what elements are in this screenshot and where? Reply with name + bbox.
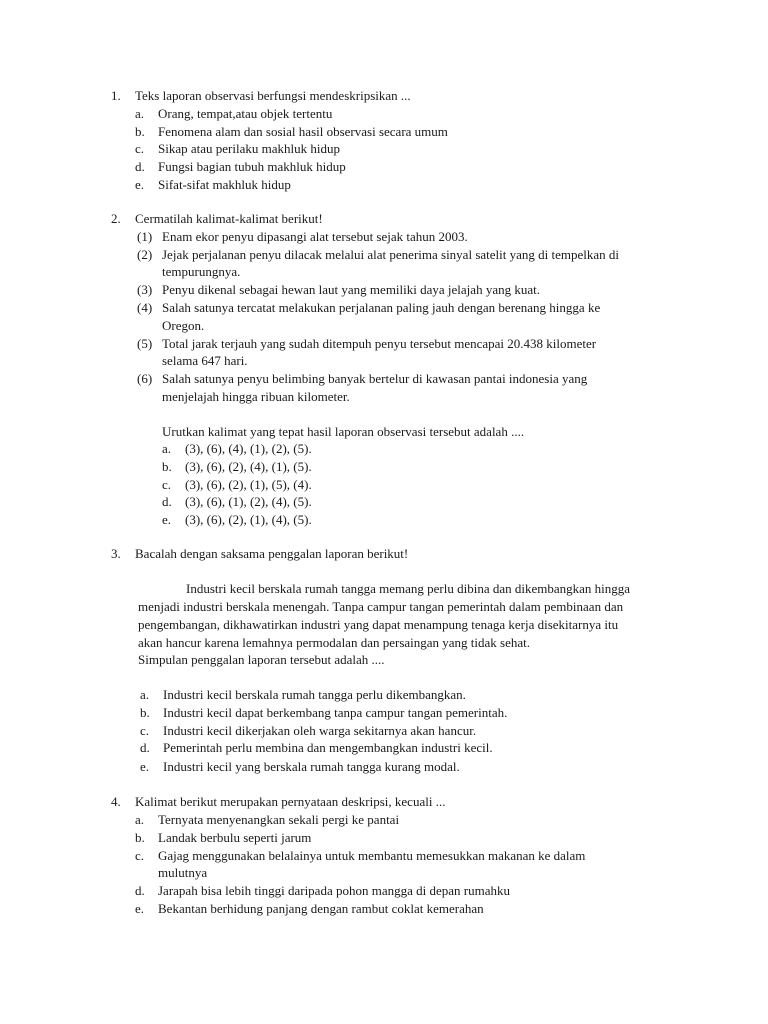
option-text: Industri kecil dapat berkembang tanpa campur tangan pemerintah. <box>163 705 508 720</box>
passage-line: menjadi industri berskala menengah. Tanpa campur tangan pemerintah dalam pembinaan dan <box>138 599 624 614</box>
option-letter: e. <box>140 759 150 774</box>
option-text: Fungsi bagian tubuh makhluk hidup <box>158 159 346 174</box>
option-letter: a. <box>135 812 145 827</box>
option-letter: a. <box>135 106 145 121</box>
option-text: Sifat-sifat makhluk hidup <box>158 177 291 192</box>
option-letter: c. <box>162 477 172 492</box>
option-letter: a. <box>140 687 150 702</box>
sentence-number: (1) <box>137 229 153 244</box>
option-text: Fenomena alam dan sosial hasil observasi secara umum <box>158 124 448 139</box>
sentence-text: Salah satunya tercatat melakukan perjalanan paling jauh dengan berenang hingga ke <box>162 300 601 315</box>
question-text: Bacalah dengan saksama penggalan laporan berikut! <box>135 546 409 561</box>
sentence-text: selama 647 hari. <box>162 353 248 368</box>
option-text: Ternyata menyenangkan sekali pergi ke pantai <box>158 812 400 827</box>
question-prompt: Simpulan penggalan laporan tersebut adalah .... <box>138 652 385 667</box>
option-text: (3), (6), (2), (1), (4), (5). <box>185 512 312 527</box>
option-letter: d. <box>135 883 145 898</box>
option-text: Pemerintah perlu membina dan mengembangkan industri kecil. <box>163 740 493 755</box>
question-text: Teks laporan observasi berfungsi mendeskripsikan ... <box>135 88 411 103</box>
sentence-text: menjelajah hingga ribuan kilometer. <box>162 389 350 404</box>
sentence-text: tempurungnya. <box>162 264 241 279</box>
option-text: (3), (6), (4), (1), (2), (5). <box>185 441 312 456</box>
option-text: (3), (6), (1), (2), (4), (5). <box>185 494 312 509</box>
sentence-number: (3) <box>137 282 153 297</box>
option-text: (3), (6), (2), (1), (5), (4). <box>185 477 312 492</box>
question-number: 2. <box>111 211 121 226</box>
option-letter: e. <box>135 177 145 192</box>
option-text: Orang, tempat,atau objek tertentu <box>158 106 333 121</box>
question-text: Cermatilah kalimat-kalimat berikut! <box>135 211 323 226</box>
option-letter: d. <box>135 159 145 174</box>
passage-line: akan hancur karena lemahnya permodalan dan persaingan yang tidak sehat. <box>138 635 530 650</box>
option-text: Industri kecil dikerjakan oleh warga sekitarnya akan hancur. <box>163 723 477 738</box>
sentence-number: (4) <box>137 300 153 315</box>
question-number: 3. <box>111 546 121 561</box>
option-text: Industri kecil berskala rumah tangga perlu dikembangkan. <box>163 687 466 702</box>
option-text: mulutnya <box>158 865 208 880</box>
question-text: Kalimat berikut merupakan pernyataan deskripsi, kecuali ... <box>135 794 446 809</box>
sentence-text: Jejak perjalanan penyu dilacak melalui alat penerima sinyal satelit yang di tempelkan di <box>162 247 619 262</box>
option-text: Landak berbulu seperti jarum <box>158 830 312 845</box>
option-letter: e. <box>162 512 172 527</box>
question-number: 4. <box>111 794 121 809</box>
sentence-text: Penyu dikenal sebagai hewan laut yang memiliki daya jelajah yang kuat. <box>162 282 540 297</box>
option-text: Sikap atau perilaku makhluk hidup <box>158 141 340 156</box>
passage-line: pengembangan, dikhawatirkan industri yang dapat menampung tenaga kerja disekitarnya itu <box>138 617 619 632</box>
sentence-number: (2) <box>137 247 153 262</box>
option-letter: c. <box>135 848 145 863</box>
option-letter: c. <box>135 141 145 156</box>
option-text: Bekantan berhidung panjang dengan rambut coklat kemerahan <box>158 901 484 916</box>
option-letter: b. <box>135 830 145 845</box>
sentence-number: (6) <box>137 371 153 386</box>
question-prompt: Urutkan kalimat yang tepat hasil laporan observasi tersebut adalah .... <box>162 424 525 439</box>
option-text: (3), (6), (2), (4), (1), (5). <box>185 459 312 474</box>
sentence-text: Enam ekor penyu dipasangi alat tersebut sejak tahun 2003. <box>162 229 468 244</box>
passage-line: Industri kecil berskala rumah tangga memang perlu dibina dan dikembangkan hingga <box>186 581 631 596</box>
question-number: 1. <box>111 88 121 103</box>
option-letter: b. <box>135 124 145 139</box>
sentence-text: Total jarak terjauh yang sudah ditempuh penyu tersebut mencapai 20.438 kilometer <box>162 336 597 351</box>
sentence-text: Salah satunya penyu belimbing banyak bertelur di kawasan pantai indonesia yang <box>162 371 588 386</box>
option-letter: b. <box>162 459 172 474</box>
sentence-text: Oregon. <box>162 318 205 333</box>
option-letter: a. <box>162 441 172 456</box>
option-letter: e. <box>135 901 145 916</box>
option-letter: d. <box>162 494 172 509</box>
option-letter: d. <box>140 740 150 755</box>
option-letter: c. <box>140 723 150 738</box>
option-text: Jarapah bisa lebih tinggi daripada pohon mangga di depan rumahku <box>158 883 510 898</box>
option-text: Industri kecil yang berskala rumah tangga kurang modal. <box>163 759 460 774</box>
option-letter: b. <box>140 705 150 720</box>
sentence-number: (5) <box>137 336 153 351</box>
option-text: Gajag menggunakan belalainya untuk membantu memesukkan makanan ke dalam <box>158 848 586 863</box>
